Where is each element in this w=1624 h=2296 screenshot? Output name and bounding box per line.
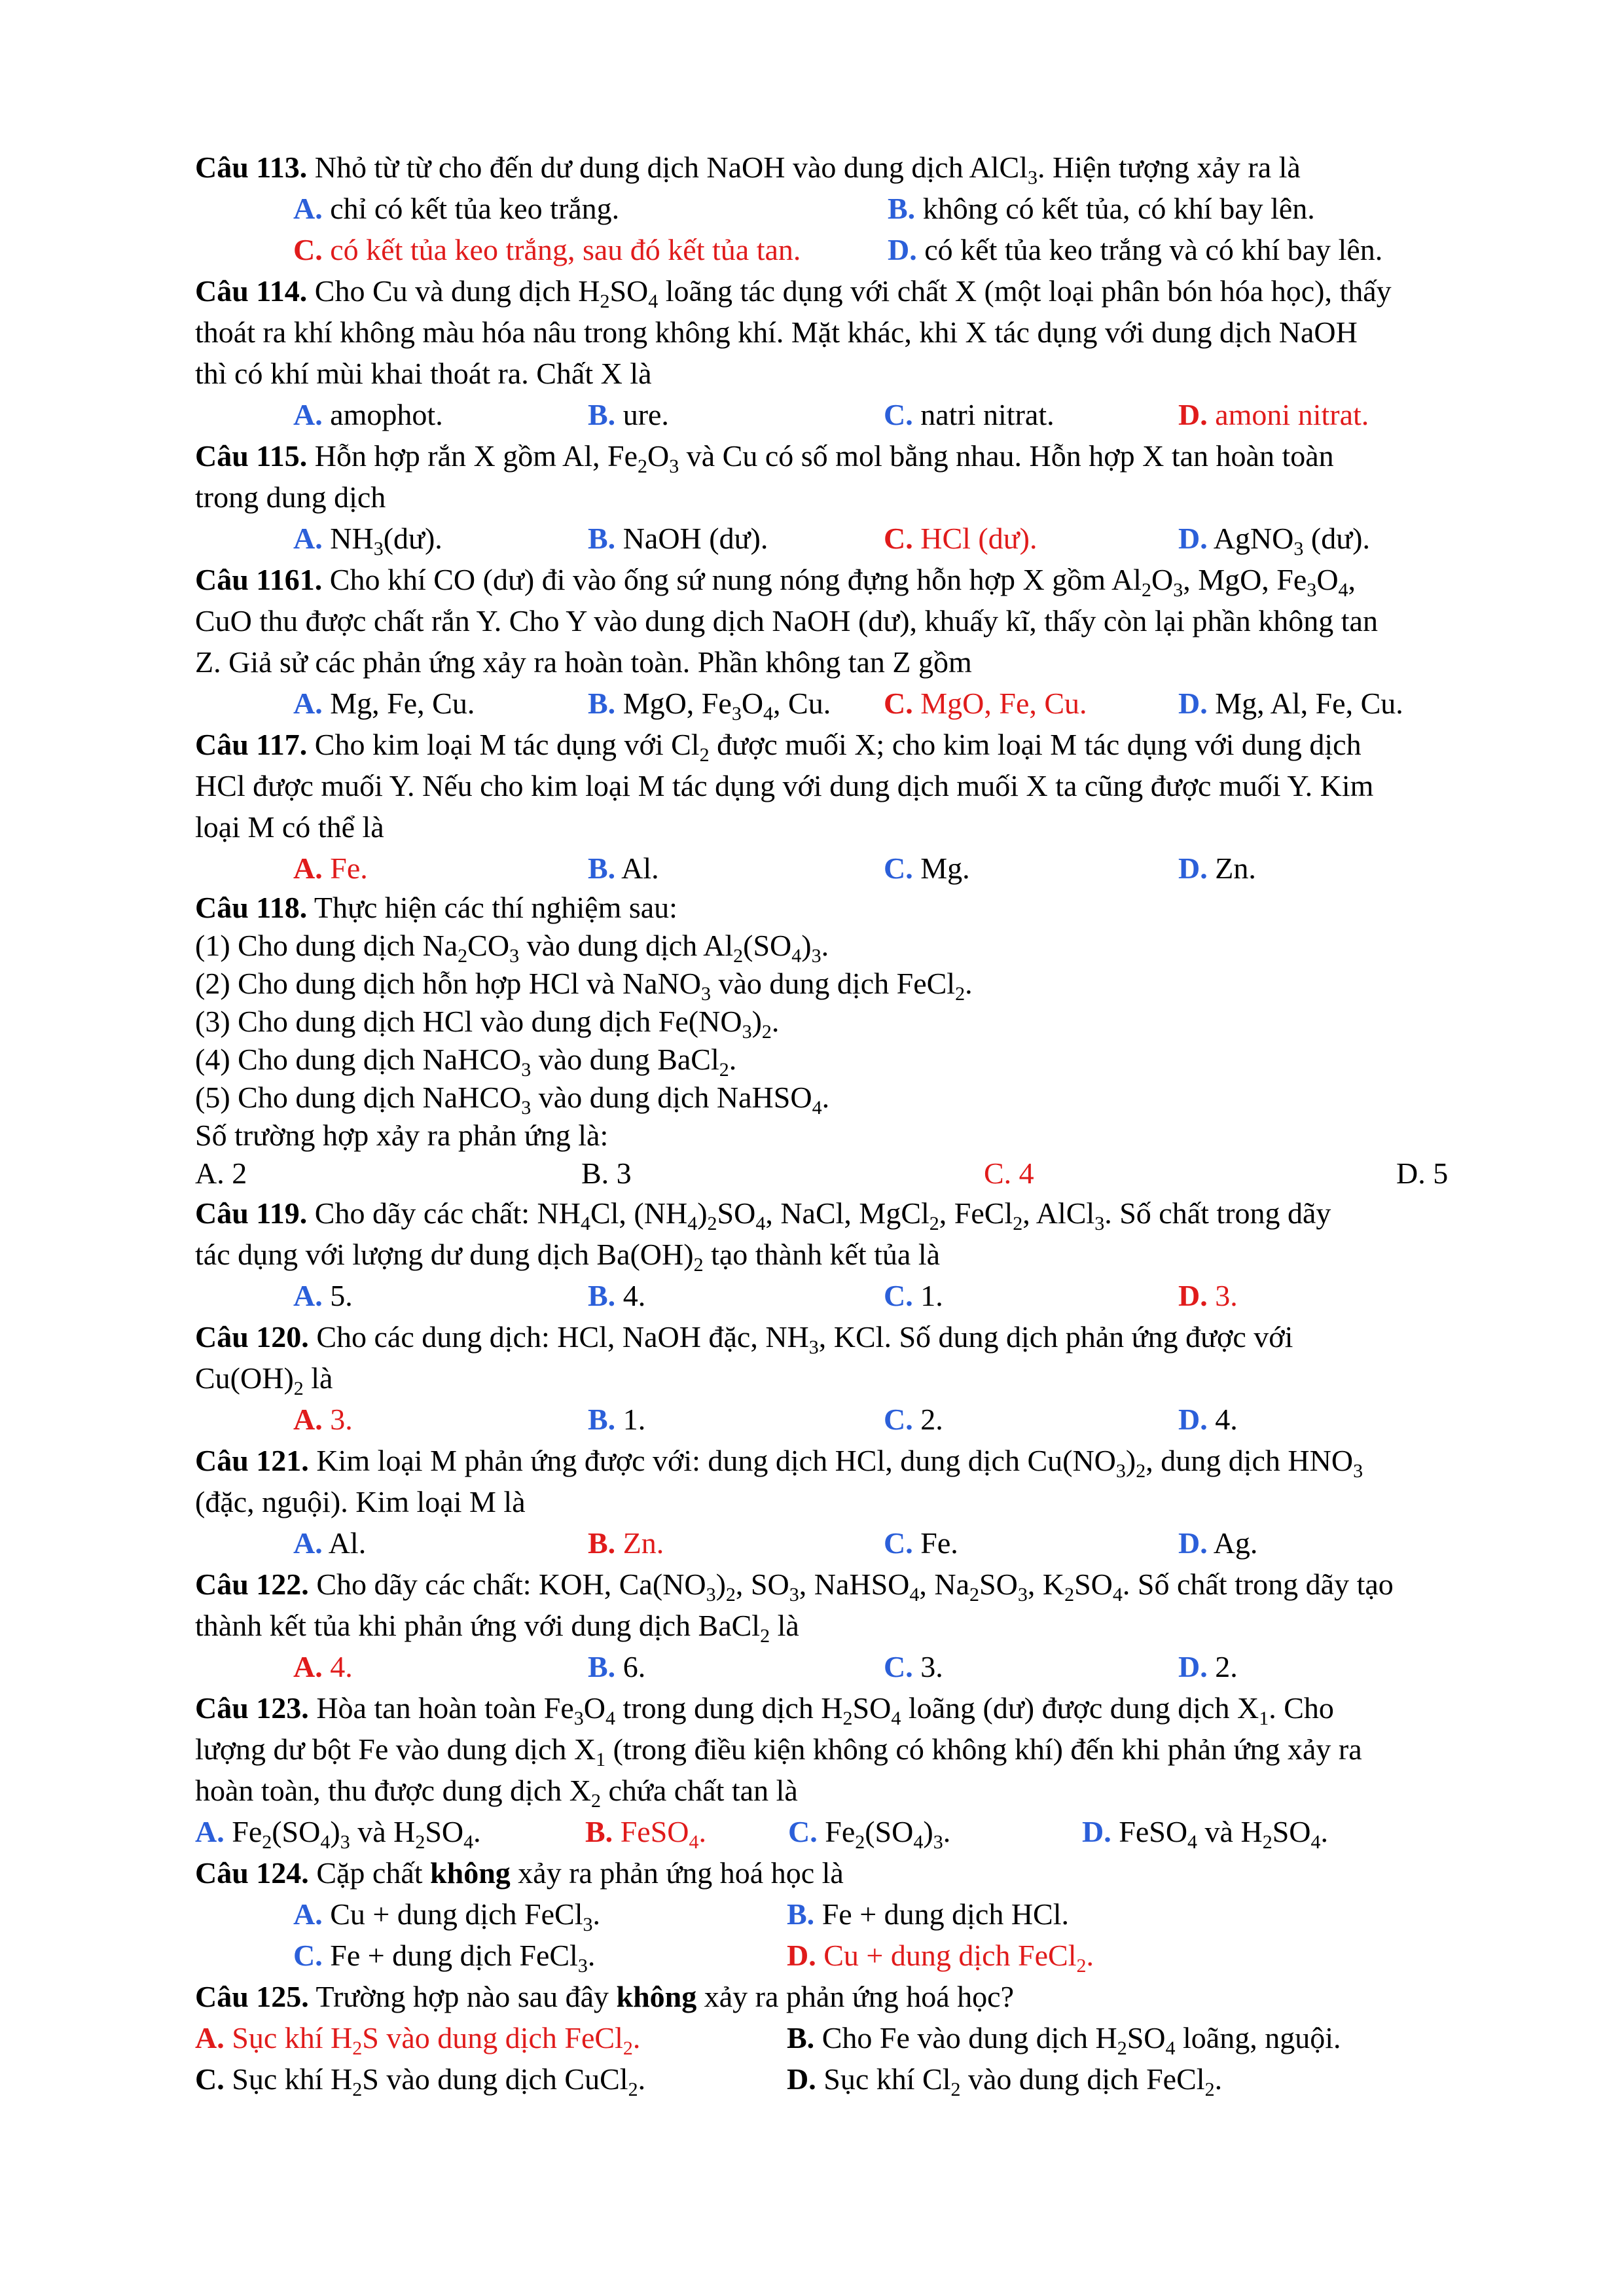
option-d: D. Sục khí $Cl_2$ vào dung dịch FeCl$_2$. — [787, 2062, 1223, 2100]
subscript: 4 — [1310, 1831, 1321, 1853]
question-122-stem-2: thành kết tủa khi phản ứng với dung dịch BaCl$_2$ là — [195, 1609, 799, 1647]
question-117-stem-1: Câu 117. Cho kim loại M tác dụng với $Cl_2$ được muối X; cho kim loại M tác dụng với dung dịch — [195, 728, 1362, 766]
question-number: Câu 117. — [195, 728, 308, 761]
question-124-options-row-2 — [195, 1935, 1498, 1976]
question-number: Câu 124. — [195, 1856, 309, 1890]
subscript: 2 — [352, 2079, 363, 2100]
subscript: 4 — [605, 1708, 615, 1729]
subscript: 3 — [701, 983, 712, 1005]
question-113-options-row-1 — [195, 188, 1498, 229]
option-letter: D. — [1082, 1815, 1111, 1848]
option-letter: C. — [884, 1279, 913, 1312]
option-letter: A. — [293, 1279, 323, 1312]
subscript: 3 — [706, 1584, 716, 1605]
experiment-3: (3) Cho dung dịch HCl vào dung dịch $Fe(NO_3)_2$. — [195, 1005, 780, 1043]
option-letter: A. — [293, 687, 323, 720]
option-b: B. Cho Fe vào dung dịch $H_2SO_4$ loãng, nguội. — [787, 2021, 1341, 2059]
subscript: 2 — [693, 1254, 704, 1276]
option-b: B. 1. — [588, 1403, 646, 1436]
subscript: 2 — [293, 1378, 304, 1399]
question-118-prompt: Số trường hợp xảy ra phản ứng là: — [195, 1119, 609, 1152]
subscript: 2 — [842, 1708, 853, 1729]
option-b-answer: B. FeSO$_4$. — [585, 1815, 706, 1853]
option-letter: C. — [884, 852, 913, 885]
option-letter: C. — [884, 1650, 913, 1683]
option-a: A. 2 — [195, 1157, 247, 1190]
subscript: 2 — [1141, 579, 1151, 601]
option-d-answer: D. amoni nitrat. — [1178, 398, 1369, 431]
subscript: 2 — [1076, 1955, 1087, 1977]
subscript: 3 — [583, 1914, 593, 1935]
question-116-stem-1: Câu 1161. Cho khí CO (dư) đi vào ống sứ nung nóng đựng hỗn hợp X gồm $Al_2O_3$, MgO, $Fe_3O_4$, — [195, 563, 1356, 601]
question-119-options — [195, 1275, 1498, 1316]
subscript: 3 — [340, 1831, 350, 1853]
question-114-stem-1: Câu 114. Cho Cu và dung dịch $H_2SO_4$ loãng tác dụng với chất X (một loại phân bón hóa học), thấy — [195, 274, 1392, 312]
question-number: Câu 119. — [195, 1196, 308, 1230]
option-a: A. Al. — [293, 1526, 367, 1560]
subscript: 2 — [1117, 2037, 1127, 2059]
option-b: B. 3 — [581, 1157, 632, 1190]
subscript: 2 — [638, 456, 648, 477]
question-113-options-row-2 — [195, 229, 1498, 270]
subscript: 4 — [463, 1831, 474, 1853]
option-letter: A. — [293, 192, 323, 225]
question-120-stem-2: $Cu(OH)_2$ là — [195, 1361, 333, 1399]
subscript: 2 — [1262, 1831, 1272, 1853]
question-number: Câu 114. — [195, 274, 308, 308]
option-c: C. Mg. — [884, 852, 970, 885]
option-letter: D. — [787, 2062, 816, 2096]
question-113-stem: Câu 113. Nhỏ từ từ cho đến dư dung dịch NaOH vào dung dịch AlCl$_3$. Hiện tượng xảy ra là — [195, 151, 1301, 188]
subscript: 2 — [600, 291, 610, 312]
question-125-options-row-1 — [195, 2017, 1498, 2058]
subscript: 2 — [719, 1059, 729, 1081]
question-119-stem-2: tác dụng với lượng dư dung dịch $Ba(OH)_2$ tạo thành kết tủa là — [195, 1238, 941, 1276]
option-a-answer: A. 3. — [293, 1403, 353, 1436]
question-121-stem-1: Câu 121. Kim loại M phản ứng được với: dung dịch HCl, dung dịch $Cu(NO_3)_2$, dung dịch $HNO_3$ — [195, 1444, 1363, 1482]
question-117-stem-3: loại M có thể là — [195, 810, 384, 844]
subscript: 4 — [913, 1831, 924, 1853]
subscript: 3 — [1094, 1213, 1105, 1234]
option-b: B. MgO, $Fe_3O_4$, Cu. — [588, 687, 831, 725]
option-letter: B. — [588, 1650, 616, 1683]
exam-page — [195, 147, 1498, 2100]
question-124-stem: Câu 124. Cặp chất không xảy ra phản ứng hoá học là — [195, 1856, 844, 1890]
subscript: 2 — [1013, 1213, 1023, 1234]
subscript: 3 — [577, 1955, 588, 1977]
question-number: Câu 121. — [195, 1444, 309, 1477]
option-a: A. Cu + dung dịch FeCl$_3$. — [293, 1897, 601, 1935]
subscript: 2 — [415, 1831, 425, 1853]
option-letter: B. — [787, 2021, 815, 2054]
option-a: A. amophot. — [293, 398, 443, 431]
question-120-options — [195, 1399, 1498, 1440]
subscript: 1 — [596, 1749, 606, 1770]
option-d: D. Ag. — [1178, 1526, 1258, 1560]
subscript: 4 — [580, 1213, 590, 1234]
option-letter: D. — [888, 233, 917, 266]
option-a-answer: A. Fe. — [293, 852, 368, 885]
subscript: 4 — [755, 1213, 766, 1234]
subscript: 4 — [891, 1708, 901, 1729]
option-d-answer: D. 3. — [1178, 1279, 1238, 1312]
option-b: B. 4. — [588, 1279, 646, 1312]
question-125-options-row-2 — [195, 2058, 1498, 2100]
question-118-stem: Câu 118. Thực hiện các thí nghiệm sau: — [195, 891, 677, 924]
option-d: D. 2. — [1178, 1650, 1238, 1683]
option-b: B. 6. — [588, 1650, 646, 1683]
option-b: B. NaOH (dư). — [588, 522, 768, 555]
option-letter: C. — [884, 522, 913, 555]
subscript: 4 — [1338, 579, 1348, 601]
question-114-stem-3: thì có khí mùi khai thoát ra. Chất X là — [195, 357, 652, 390]
option-b-answer: B. Zn. — [588, 1526, 664, 1560]
option-c: C. Sục khí $H_2S$ vào dung dịch CuCl$_2$. — [195, 2062, 646, 2100]
subscript: 2 — [458, 945, 468, 967]
option-letter: D. — [1178, 1279, 1208, 1312]
question-119-stem-1: Câu 119. Cho dãy các chất: $NH_4Cl$, $(NH_4)_2SO_4$, NaCl, MgCl$_2$, FeCl$_2$, AlCl$_3$. Số chất trong dãy — [195, 1196, 1331, 1234]
question-120-stem-1: Câu 120. Cho các dung dịch: HCl, NaOH đặc, $NH_3$, KCl. Số dung dịch phản ứng được với — [195, 1320, 1293, 1358]
subscript: 4 — [812, 1097, 822, 1119]
subscript: 4 — [1165, 2037, 1176, 2059]
option-letter: A. — [293, 1526, 323, 1560]
subscript: 2 — [591, 1790, 601, 1812]
option-letter: A. — [293, 1897, 323, 1931]
subscript: 2 — [969, 1584, 980, 1605]
option-d: D. AgNO$_3$ (dư). — [1178, 522, 1370, 560]
question-122-stem-1: Câu 122. Cho dãy các chất: KOH, $Ca(NO_3)_2$, $SO_3$, NaHSO$_4$, $Na_2SO_3$, $K_2SO_4$. Số chất trong dãy tạo — [195, 1568, 1394, 1605]
option-letter: B. — [588, 1526, 616, 1560]
subscript: 3 — [1115, 1460, 1126, 1482]
subscript: 4 — [791, 945, 802, 967]
option-letter: B. — [585, 1815, 613, 1848]
option-d: D. Zn. — [1178, 852, 1256, 885]
option-c: C. $Fe_2(SO_4)_3$. — [788, 1815, 951, 1853]
subscript: 2 — [352, 2037, 363, 2059]
option-letter: C. — [788, 1815, 818, 1848]
subscript: 4 — [763, 703, 774, 725]
option-letter: A. — [293, 398, 323, 431]
option-letter: B. — [588, 1403, 616, 1436]
question-118-options — [195, 1155, 1498, 1193]
option-letter: B. — [588, 522, 616, 555]
option-c: C. Fe + dung dịch FeCl$_3$. — [293, 1939, 596, 1977]
experiment-1: (1) Cho dung dịch $Na_2CO_3$ vào dung dịch $Al_2(SO_4)_3$. — [195, 929, 829, 967]
subscript: 2 — [628, 2079, 638, 2100]
option-letter: B. — [588, 852, 616, 885]
option-d: D. có kết tủa keo trắng và có khí bay lên. — [888, 233, 1383, 266]
question-114-options — [195, 394, 1498, 435]
question-number: Câu 122. — [195, 1568, 309, 1601]
subscript: 4 — [909, 1584, 920, 1605]
subscript: 4 — [320, 1831, 331, 1853]
option-c: C. 1. — [884, 1279, 943, 1312]
subscript: 3 — [1028, 167, 1038, 188]
option-c-answer: C. có kết tủa keo trắng, sau đó kết tủa tan. — [293, 233, 801, 266]
option-c-answer: C. MgO, Fe, Cu. — [884, 687, 1087, 720]
option-a-answer: A. Sục khí $H_2S$ vào dung dịch FeCl$_2$. — [195, 2021, 641, 2059]
option-c: C. 3. — [884, 1650, 943, 1683]
option-c: C. 2. — [884, 1403, 943, 1436]
subscript: 4 — [689, 1831, 699, 1853]
option-d: D. FeSO$_4$ và $H_2SO_4$. — [1082, 1815, 1328, 1853]
option-letter: A. — [195, 1815, 225, 1848]
subscript: 2 — [733, 945, 744, 967]
option-b: B. Fe + dung dịch HCl. — [787, 1897, 1070, 1931]
option-c-answer: C. HCl (dư). — [884, 522, 1038, 555]
option-letter: B. — [588, 1279, 616, 1312]
option-d: D. Mg, Al, Fe, Cu. — [1178, 687, 1403, 720]
question-116-options — [195, 683, 1498, 724]
option-letter: D. — [1178, 687, 1208, 720]
question-123-stem-3: hoàn toàn, thu được dung dịch $X_2$ chứa chất tan là — [195, 1774, 798, 1812]
subscript: 4 — [1187, 1831, 1198, 1853]
subscript: 2 — [699, 744, 710, 766]
option-d: D. 5 — [1396, 1157, 1449, 1190]
subscript: 3 — [1017, 1584, 1028, 1605]
subscript: 3 — [669, 456, 679, 477]
subscript: 2 — [707, 1213, 717, 1234]
question-121-stem-2: (đặc, nguội). Kim loại M là — [195, 1485, 526, 1518]
question-117-stem-2: HCl được muối Y. Nếu cho kim loại M tác dụng với dung dịch muối X ta cũng được muối Y. Kim — [195, 769, 1374, 802]
option-letter: D. — [1178, 398, 1208, 431]
option-letter: B. — [888, 192, 916, 225]
option-letter: A. — [293, 1403, 323, 1436]
option-a: A. Mg, Fe, Cu. — [293, 687, 475, 720]
subscript: 3 — [1173, 579, 1183, 601]
option-letter: D. — [1178, 852, 1208, 885]
question-number: Câu 118. — [195, 891, 308, 924]
option-letter: A. — [293, 522, 323, 555]
option-a-answer: A. 4. — [293, 1650, 353, 1683]
question-116-stem-2: CuO thu được chất rắn Y. Cho Y vào dung dịch NaOH (dư), khuấy kĩ, thấy còn lại phần không tan — [195, 604, 1378, 637]
question-114-stem-2: thoát ra khí không màu hóa nâu trong không khí. Mặt khác, khi X tác dụng với dung dịch NaOH — [195, 315, 1358, 349]
question-122-options — [195, 1646, 1498, 1687]
subscript: 2 — [1064, 1584, 1075, 1605]
subscript: 3 — [731, 703, 742, 725]
subscript: 4 — [687, 1213, 698, 1234]
subscript: 2 — [929, 1213, 939, 1234]
subscript: 2 — [1204, 2079, 1215, 2100]
option-c: C. natri nitrat. — [884, 398, 1055, 431]
question-124-options-row-1 — [195, 1893, 1498, 1935]
option-letter: D. — [1178, 522, 1208, 555]
subscript: 2 — [725, 1584, 736, 1605]
option-b: B. Al. — [588, 852, 659, 885]
subscript: 2 — [760, 1625, 770, 1647]
subscript: 3 — [1353, 1460, 1363, 1482]
question-number: Câu 123. — [195, 1691, 309, 1725]
question-123-stem-2: lượng dư bột Fe vào dung dịch $X_1$ (trong điều kiện không có không khí) đến khi phản ứng xảy ra — [195, 1732, 1362, 1770]
option-letter: C. — [195, 2062, 225, 2096]
question-117-options — [195, 848, 1498, 889]
question-115-stem-2: trong dung dịch — [195, 480, 386, 514]
option-a: A. $NH_3(dư)$. — [293, 522, 442, 560]
experiment-5: (5) Cho dung dịch NaHCO$_3$ vào dung dịch NaHSO$_4$. — [195, 1081, 830, 1119]
subscript: 3 — [521, 1097, 532, 1119]
question-number: Câu 115. — [195, 439, 308, 473]
subscript: 3 — [573, 1708, 584, 1729]
question-number: Câu 1161. — [195, 563, 323, 596]
subscript: 2 — [955, 983, 965, 1005]
option-a: A. chỉ có kết tủa keo trắng. — [293, 192, 620, 225]
option-letter: A. — [195, 2021, 225, 2054]
option-letter: C. — [293, 233, 323, 266]
option-letter: D. — [1178, 1526, 1208, 1560]
question-115-stem-1: Câu 115. Hỗn hợp rắn X gồm Al, $Fe_2O_3$ và Cu có số mol bằng nhau. Hỗn hợp X tan hoàn toàn — [195, 439, 1334, 477]
option-c: C. Fe. — [884, 1526, 958, 1560]
question-number: Câu 120. — [195, 1320, 309, 1354]
option-letter: B. — [787, 1897, 815, 1931]
subscript: 2 — [855, 1831, 865, 1853]
subscript: 2 — [262, 1831, 272, 1853]
subscript: 3 — [1293, 538, 1304, 560]
question-123-options — [195, 1811, 1498, 1852]
option-letter: C. — [884, 1526, 913, 1560]
subscript: 4 — [1112, 1584, 1123, 1605]
option-letter: B. — [588, 398, 616, 431]
subscript: 1 — [1259, 1708, 1269, 1729]
option-letter: A. — [293, 852, 323, 885]
subscript: 2 — [623, 2037, 633, 2059]
option-c-answer: C. 4 — [984, 1157, 1034, 1190]
question-115-options — [195, 518, 1498, 559]
question-116-stem-3: Z. Giả sử các phản ứng xảy ra hoàn toàn. Phần không tan Z gồm — [195, 645, 972, 679]
option-letter: D. — [787, 1939, 816, 1972]
subscript: 3 — [521, 1059, 532, 1081]
question-125-stem: Câu 125. Trường hợp nào sau đây không xảy ra phản ứng hoá học? — [195, 1980, 1015, 2013]
subscript: 3 — [373, 538, 384, 560]
subscript: 3 — [933, 1831, 943, 1853]
option-b: B. không có kết tủa, có khí bay lên. — [888, 192, 1315, 225]
subscript: 2 — [761, 1021, 772, 1043]
question-121-options — [195, 1522, 1498, 1564]
option-d: D. 4. — [1178, 1403, 1238, 1436]
subscript: 3 — [811, 945, 821, 967]
subscript: 3 — [1307, 579, 1317, 601]
question-number: Câu 125. — [195, 1980, 309, 2013]
question-123-stem-1: Câu 123. Hòa tan hoàn toàn $Fe_3O_4$ trong dung dịch $H_2SO_4$ loãng (dư) được dung dịch $X_1$. Cho — [195, 1691, 1334, 1729]
subscript: 2 — [1136, 1460, 1146, 1482]
option-letter: C. — [884, 687, 913, 720]
option-a: A. 5. — [293, 1279, 353, 1312]
option-d-answer: D. Cu + dung dịch FeCl$_2$. — [787, 1939, 1094, 1977]
question-number: Câu 113. — [195, 151, 308, 184]
option-b: B. ure. — [588, 398, 669, 431]
experiment-2: (2) Cho dung dịch hỗn hợp HCl và NaNO$_3$ vào dung dịch FeCl$_2$. — [195, 967, 973, 1005]
option-a: A. $Fe_2(SO_4)_3$ và $H_2SO_4$. — [195, 1815, 481, 1853]
option-letter: A. — [293, 1650, 323, 1683]
option-letter: B. — [588, 687, 616, 720]
option-letter: C. — [884, 398, 913, 431]
subscript: 3 — [808, 1336, 819, 1358]
option-letter: D. — [1178, 1403, 1208, 1436]
experiment-4: (4) Cho dung dịch NaHCO$_3$ vào dung BaCl$_2$. — [195, 1043, 737, 1081]
subscript: 3 — [509, 945, 520, 967]
subscript: 2 — [950, 2079, 961, 2100]
option-letter: C. — [884, 1403, 913, 1436]
subscript: 3 — [742, 1021, 752, 1043]
subscript: 3 — [789, 1584, 799, 1605]
option-letter: D. — [1178, 1650, 1208, 1683]
option-letter: C. — [293, 1939, 323, 1972]
subscript: 4 — [648, 291, 659, 312]
